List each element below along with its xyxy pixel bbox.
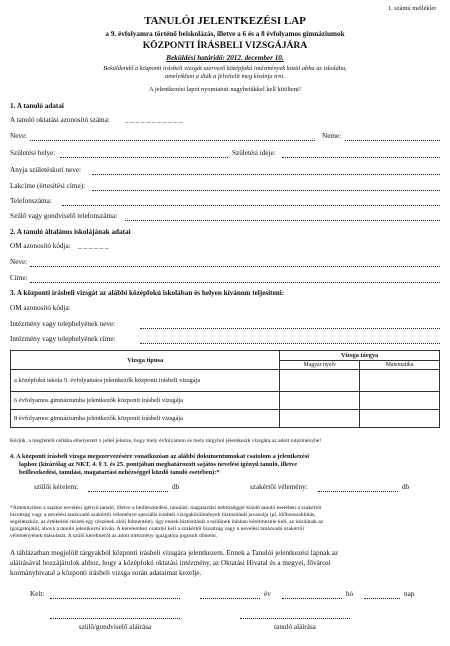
school-address-label: Címe:	[10, 274, 28, 282]
place-label: Kelt:	[30, 590, 45, 598]
math-header: Matematika	[360, 361, 440, 370]
section4-line-2: laphoz (kizárólag az NKT. 4. § 3. és 25. pontjában meghatározott sajátos nevelési igényű tanuló, illetve	[19, 461, 298, 468]
institution-name-label: Intézmény vagy telephelyének neve:	[10, 320, 116, 328]
instruction-line-2: amelyikben a diák a felvételit meg kívánja írni.	[165, 73, 285, 80]
birthplace-field[interactable]	[60, 157, 228, 158]
parent-signature-label: szülő/gondviselő aláírása	[78, 623, 152, 631]
exam-table	[10, 350, 440, 428]
student-signature-label: tanuló aláírása	[274, 623, 316, 631]
consent-line-3: kormányhivatal a központi írásbeli vizsga során adataimat kezelje.	[10, 569, 202, 577]
parent-request-label: szülői kérelem:	[34, 483, 79, 491]
expert-opinion-count[interactable]	[318, 491, 398, 492]
phone-label: Telefonszáma:	[10, 197, 52, 205]
section2-heading: 2. A tanuló általános iskolájának adatai	[10, 228, 131, 236]
footnote-line-4: igazgatójától, ahova a tanuló jelentkezni kíván. A kérelemhez csatolni kell a szakértői bizottság vagy a nevelési tanácsadó szakértői	[10, 526, 305, 532]
parent-signature-line[interactable]	[50, 618, 180, 619]
exam-table-note: Kérjük, a megfelelő cellába elhelyezett x jellel jelezze, hogy mely évfolyamon és mely tárgyból jelentkezik vizsgára az adott intézménybe!	[10, 438, 322, 444]
exam-row-8-year: 8 évfolyamos gimnáziumba jelentkezők központi írásbeli vizsgája	[11, 410, 280, 428]
math-checkbox-6-year[interactable]	[360, 392, 440, 410]
parent-phone-label: Szülő vagy gondviselő telefonszáma:	[10, 212, 118, 220]
address-label: Lakcíme (értesítési címe):	[10, 182, 86, 190]
student-name-field[interactable]	[30, 140, 315, 141]
phone-field[interactable]	[62, 205, 440, 206]
student-id-label: A tanuló oktatási azonosító száma:	[10, 116, 110, 124]
hungarian-checkbox-8-year[interactable]	[280, 410, 360, 428]
exam-type-header: Vizsga típusa	[11, 351, 280, 370]
student-id-field[interactable]: _ _ _ _ _ _ _ _ _ _ _	[125, 116, 183, 124]
exam-row-9th-grade: a középfokú iskola 9. évfolyamára jelentkezők központi írásbeli vizsgája	[11, 370, 280, 392]
student-signature-line[interactable]	[240, 618, 350, 619]
instruction-line-1: Beküldendő a központi írásbeli vizsgát szervező középfokú intézmények közül abba az iskolába,	[103, 65, 347, 72]
fill-note: A jelentkezési lapot nyomtatott nagybetűkkel kell kitölteni!	[149, 86, 301, 93]
form-title: TANULÓI JELENTKEZÉSI LAP	[144, 15, 306, 27]
address-field[interactable]	[92, 190, 440, 191]
school-om-field[interactable]: _ _ _ _ _ _	[78, 242, 109, 250]
student-name-label: Neve:	[10, 132, 28, 140]
section4-line-1: 4. A központi írásbeli vizsga megszervezésére vonatkozóan az alábbi dokumentumokat csatolom a jelentkezési	[10, 453, 309, 460]
expert-opinion-unit: db	[402, 483, 410, 491]
parent-request-unit: db	[172, 483, 180, 491]
month-label: hó	[346, 590, 354, 598]
consent-line-1: A táblázatban megjelölt tárgyakból központi írásbeli vizsgára jelentkezem. Ennek a Tanulói jelentkezési lapnak az	[10, 549, 339, 557]
gender-label: Neme:	[322, 132, 342, 140]
section4-line-3: beilleszkedési, tanulási, magatartási nehézséggel küzdő tanuló esetében):*	[19, 469, 220, 476]
birthdate-field[interactable]	[282, 157, 440, 158]
hungarian-checkbox-9th[interactable]	[280, 370, 360, 392]
exam-subject-header: Vizsga tárgya	[280, 351, 440, 361]
math-checkbox-8-year[interactable]	[360, 410, 440, 428]
section1-heading: 1. A tanuló adatai	[10, 102, 64, 110]
annex-label: 1. számú melléklet	[387, 5, 436, 12]
exam-row-6-year: 6 évfolyamos gimnáziumba jelentkezők központi írásbeli vizsgája	[11, 392, 280, 410]
day-field[interactable]	[364, 598, 400, 599]
exam-school-om-label: OM azonosító kódja:	[10, 304, 71, 312]
mother-name-label: Anyja születéskori neve:	[10, 166, 82, 174]
month-field[interactable]	[282, 598, 342, 599]
footnote-line-2: bizottság vagy a nevelési tanácsadó szakértői véleménye speciális írásbeli vizsgakörülmények biztosítását javasolja (pl. időhosszabbítás,	[10, 512, 316, 518]
footnote-line-3: segédeszköz, az értékelési részek egy részének alóli felmentést), úgy ennek biztosítását a szülőnek írásban kérelmeznie kell, az iskolának az	[10, 519, 324, 525]
year-field[interactable]	[200, 598, 260, 599]
school-address-field[interactable]	[30, 282, 440, 283]
expert-opinion-label: szakértői vélemény:	[250, 483, 308, 491]
birthplace-label: Születési helye:	[10, 149, 56, 157]
place-field[interactable]	[50, 598, 180, 599]
consent-line-2: aláírásával hozzájárulok ahhoz, hogy a középfokú oktatási intézmény, az Oktatási Hivatal és a megyei, fővárosi	[10, 559, 331, 567]
birthdate-label: Születési ideje:	[232, 149, 276, 157]
year-label: év	[264, 590, 271, 598]
school-name-label: Neve:	[10, 258, 28, 266]
institution-address-label: Intézmény vagy telephelyének címe:	[10, 335, 116, 343]
section3-heading: 3. A központi írásbeli vizsgát az alábbi középfokú iskolában és helyen kívánom teljesíteni:	[10, 289, 285, 297]
footnote-line-1: *Amennyiben a sajátos nevelési igényű tanuló, illetve a beilleszkedési, tanulási, magatartási nehézséggel küzdő tanuló esetében a szakértői	[10, 505, 322, 511]
parent-request-count[interactable]	[88, 491, 168, 492]
parent-phone-field[interactable]	[125, 220, 440, 221]
form-subtitle: a 9. évfolyamra történő beiskolázás, illetve a 6 és a 8 évfolyamos gimnáziumok	[105, 30, 345, 38]
institution-address-field[interactable]	[140, 343, 440, 344]
exam-title: KÖZPONTI ÍRÁSBELI VIZSGÁJÁRA	[142, 40, 308, 51]
math-checkbox-9th[interactable]	[360, 370, 440, 392]
school-om-label: OM azonosító kódja:	[10, 242, 71, 250]
mother-name-field[interactable]	[92, 174, 440, 175]
day-label: nap	[404, 590, 415, 598]
deadline: Beküldési határidő: 2012. december 10.	[166, 54, 284, 62]
hungarian-header: Magyar nyelv	[280, 361, 360, 370]
hungarian-checkbox-6-year[interactable]	[280, 392, 360, 410]
institution-name-field[interactable]	[140, 328, 440, 329]
school-name-field[interactable]	[30, 266, 440, 267]
footnote-line-5: véleményének másolatát. A szülő kérelméről az adott intézmény igazgatója jogosult dönteni.	[10, 533, 218, 539]
gender-field[interactable]	[345, 140, 440, 141]
